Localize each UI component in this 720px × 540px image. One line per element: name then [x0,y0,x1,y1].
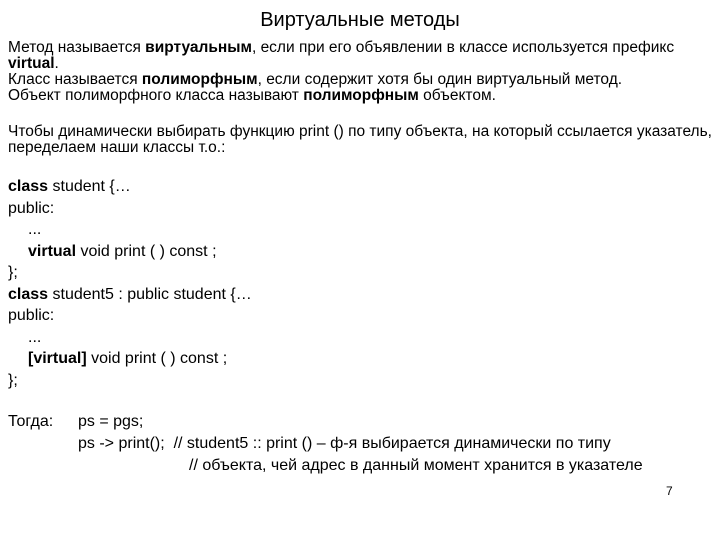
code-line: public: [8,199,55,217]
code-block [8,176,714,391]
keyword-virtual: virtual [8,55,55,72]
then-line: ps = pgs; [78,413,144,430]
code-line: ... [28,328,42,346]
code-line: }; [8,371,18,389]
paragraph-polymorphic-class [8,72,714,88]
slide-body [8,40,714,481]
code-text: student {… [48,178,131,195]
paragraph-polymorphic-object [8,88,714,104]
code-line: ... [28,221,42,238]
text-run: Метод называется [8,39,146,56]
code-line [8,348,714,370]
then-block [8,411,714,481]
text-run: , если при его объявлении в классе используется префикс [251,39,675,56]
term-virtual: виртуальным [145,39,252,56]
term-polymorphic: полиморфным [141,71,258,88]
text-run: Объект полиморфного класса называют [8,87,304,104]
code-line [8,176,714,198]
text-run: , если содержит хотя бы один виртуальный метод. [257,71,623,88]
code-keyword: class [8,285,49,303]
code-keyword: [virtual] [28,350,87,367]
code-keyword: virtual [28,242,77,260]
slide-title: Виртуальные методы [260,9,460,31]
text-run: объектом. [418,87,496,104]
code-text: void print ( ) const ; [76,242,217,260]
code-line: public: [8,307,55,324]
spacer [8,104,714,124]
code-line [8,241,714,263]
code-text: void print ( ) const ; [86,350,228,367]
text-run: . [54,55,59,72]
then-line: // объекта, чей адрес в данный момент хранится в указателе [189,457,643,474]
then-label: Тогда: [8,413,54,430]
text-run: Класс называется [8,71,142,88]
code-text: student5 : public student {… [48,285,252,303]
code-line: }; [8,264,18,281]
paragraph-virtual-method [8,40,714,72]
code-keyword: class [8,178,49,195]
term-polymorphic: полиморфным [303,87,419,104]
then-line: ps -> print(); // student5 :: print () – ф-я выбирается динамически по типу [78,435,611,452]
code-line [8,284,714,306]
spacer [8,391,714,411]
spacer [8,156,714,176]
paragraph-intro-code: Чтобы динамически выбирать функцию print () по типу объекта, на который ссылается указатель, переделаем наши классы т.о.: [8,123,712,156]
slide-number: 7 [666,484,673,498]
